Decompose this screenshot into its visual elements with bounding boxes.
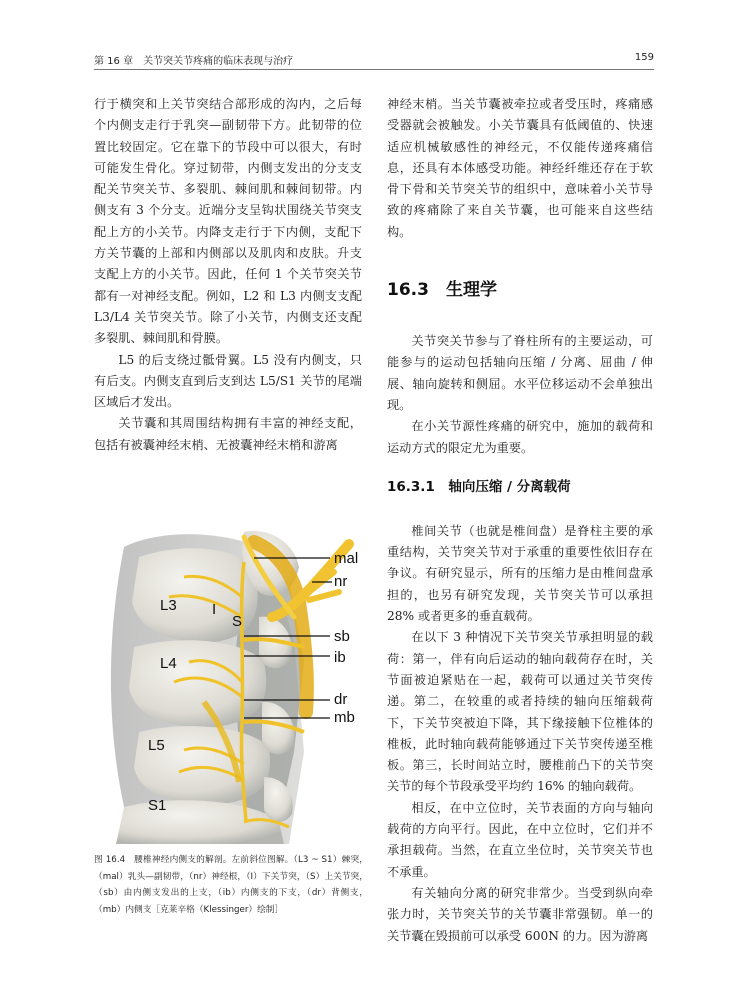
lumbar-spine-illustration [94,522,370,844]
label-superior-process: S [232,613,243,630]
label-inferior-process: I [212,601,217,618]
subsection-heading: 16.3.1 轴向压缩 / 分离载荷 [387,478,571,495]
section-heading: 16.3 生理学 [387,280,497,301]
label-sb: sb [334,628,350,645]
label-ib: ib [334,649,346,666]
chapter-title: 第 16 章 关节突关节疼痛的临床表现与治疗 [94,56,294,67]
l4-vertebra [129,640,266,727]
body-paragraph: 有关轴向分离的研究非常少。当受到纵向牵张力时，关节突关节的关节囊非常强韧。单一的关节囊在毁损前可以承受 600N 的力。因为游离 [387,885,653,943]
page-number: 159 [634,52,654,63]
body-paragraph: 椎间关节（也就是椎间盘）是脊柱主要的承重结构，关节突关节对于承重的重要性依旧存在争议。有研究显示，所有的压缩力是由椎间盘承担的，也另有研究发现，关节突关节可以承担 28% 或者更多的垂直载荷。 [387,523,653,624]
label-mal: mal [334,550,359,567]
spine-figure [94,522,370,844]
left-column [94,94,362,456]
body-paragraph: 关节突关节参与了脊柱所有的主要运动，可能参与的运动包括轴向压缩 / 分离、屈曲 / 伸展、轴向旋转和侧屈。水平位移运动不会单独出现。 [387,334,653,412]
label-l3: L3 [160,597,177,614]
body-paragraph: 神经末梢。当关节囊被牵拉或者受压时，疼痛感受器就会被触发。小关节囊具有低阈值的、快速适应机械敏感性的神经元，不仅能传递疼痛信息，还具有本体感受功能。神经纤维还存在于软骨下骨和关节突关节的组织中，意味着小关节导致的疼痛除了来自关节囊，也可能来自这些结构。 [387,97,653,239]
figure-caption: 图 16.4 腰椎神经内侧支的解剖。左前斜位图解。（L3 ~ S1）棘突，（mal）乳头—副韧带，（nr）神经根，（I）下关节突，（S）上关节突，（sb）由内侧支发出的上支，（ib）内侧支的下支，（dr）背侧支，（mb）内侧支［克莱辛格（Klessinger）绘制］ [94,855,368,915]
label-l5: L5 [148,737,165,754]
running-header [94,52,654,66]
label-l4: L4 [160,655,177,672]
body-paragraph: 行于横突和上关节突结合部形成的沟内，之后每个内侧支走行于乳突—副韧带下方。此韧带的位置比较固定。它在靠下的节段中可以很大，有时可能发生骨化。穿过韧带，内侧支发出的分支支配关节突关节、多裂肌、棘间肌和棘间韧带。内侧支有 3 个分支。近端分支呈钩状围绕关节突支配上方的小关节。内降支走行于下内侧，支配下方关节囊的上部和内侧部以及肌肉和皮肤。升支支配上方的小关节。因此，任何 1 个关节突关节都有一对神经支配。例如，L2 和 L3 内侧支支配 L3/L4 关节突关节。除了小关节，内侧支还支配多裂肌、棘间肌和骨膜。 [94,97,362,346]
body-paragraph: 在以下 3 种情况下关节突关节承担明显的载荷：第一，伴有向后运动的轴向载荷存在时，关节面被迫紧贴在一起，载荷可以通过关节突传递。第二，在较重的或者持续的轴向压缩载荷下，下关节突被迫下降，其下缘接触下位椎体的椎板，此时轴向载荷能够通过下关节突传递至椎板。第三，长时间站立时，腰椎前凸下的关节突关节的每个节段承受平均约 16% 的轴向载荷。 [387,630,653,794]
body-paragraph: 关节囊和其周围结构拥有丰富的神经支配，包括有被囊神经末梢、无被囊神经末梢和游离 [94,416,362,452]
label-mb: mb [334,709,355,726]
label-s1: S1 [148,797,167,814]
body-paragraph: 在小关节源性疼痛的研究中，施加的载荷和运动方式的限定尤为重要。 [387,419,653,455]
header-rule [94,69,654,70]
label-dr: dr [334,691,348,708]
body-paragraph: L5 的后支绕过骶骨翼。L5 没有内侧支，只有后支。内侧支直到后支到达 L5/S1 关节的尾端区域后才发出。 [94,352,362,410]
right-column [387,94,653,947]
body-paragraph: 相反，在中立位时，关节表面的方向与轴向载荷的方向平行。因此，在中立位时，它们并不承担载荷。当然，在直立坐位时，关节突关节也不承重。 [387,800,653,879]
label-nr: nr [334,573,348,590]
